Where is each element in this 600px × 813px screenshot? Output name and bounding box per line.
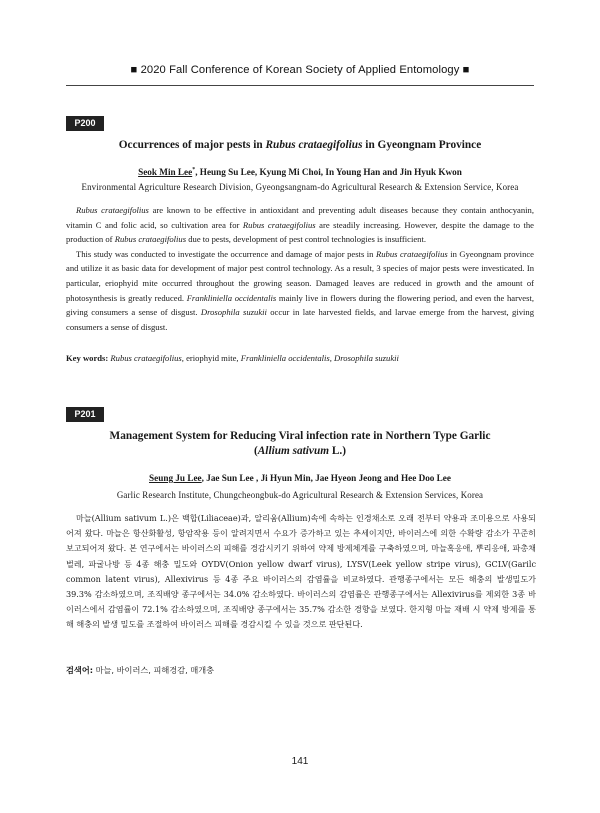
presenter-name: Seung Ju Lee	[149, 473, 202, 483]
abstract-id-badge: P200	[66, 116, 104, 131]
coauthor-names: , Heung Su Lee, Kyung Mi Choi, In Young Han and Jin Hyuk Kwon	[195, 167, 462, 178]
keyword: eriophyid mite,	[183, 353, 241, 363]
species-name: Rubus crataegifolius	[375, 248, 448, 259]
body-text: in Gyeongnam province and utilize it as basic data for development of major pest control technology. As a result, 3 species of major pests were investicated. In particular, eriophyid mite occurred throughout the growing season. Damaged leaves are reduced in growth and the amount of photosynthesis is greatly reduced.	[66, 248, 534, 303]
keywords-label: 검색어:	[66, 665, 94, 675]
corresponding-mark: *	[192, 167, 196, 173]
species-name: Rubus crataegifolius	[114, 234, 187, 245]
author-list	[66, 164, 534, 179]
coauthor-names: , Jae Sun Lee , Ji Hyun Min, Jae Hyeon Jeong and Hee Doo Lee	[201, 473, 451, 483]
body-text: are known to be effective in antioxidant and preventing adult diseases because they contain anthocyanin, vitamin C and folic acid, so cultivation area for	[66, 205, 534, 230]
title-text: Management System for Reducing Viral infection rate in Northern Type Garlic	[109, 430, 491, 442]
title-text-end: in Gyeongnam Province	[362, 139, 482, 151]
abstract-title	[66, 138, 534, 153]
affiliation: Environmental Agriculture Research Division, Gyeongsangnam-do Agricultural Research & Extension Service, Korea	[81, 182, 519, 192]
keywords-label: Key words:	[66, 353, 109, 363]
abstract-paragraph: 마늘(Allium sativum L.)은 백합(Liliaceae)과, 알리움(Allium)속에 속하는 인경채소로 오래 전부터 약용과 조미용으로 사용되어져 왔다. 마늘은 항산화활성, 항암작용 등이 알려지면서 수요가 증가하고 있는 추세이지만, 바이러스에 의한 수확량 감소가 꾸준히 보고되어져 왔다. 본 연구에서는 바이러스의 피해를 경감시키기 위하여 약제 방제체계를 구축하였으며, 마늘혹응애, 뿌리응애, 파총채벌레, 파굴나방 등 4종 해충 밀도와 OYDV(Onion yellow dwarf virus), LYSV(Leek yellow stripe virus), GCLV(Garilc common latent virus), Allexivirus 등 4종 주요 바이러스의 감염률을 비교하였다. 관행종구에서는 모든 해충의 발생밀도가 39.3% 감소하였으며, 조직배양 종구에서는 34.0% 감소하였다. 바이러스의 감염률은 관행종구에서는 Allexivirus를 제외한 3종 바이러스에서 감염률이 72.1% 감소하였으며, 조직배양 종구에서는 35.7% 감소한 경향을 보였다. 한지형 마늘 재배 시 약제 방제를 통해 해충의 발생 밀도를 조절하여 바이러스 피해를 경감시킬 수 있을 것으로 판단된다.	[66, 513, 536, 630]
abstract-body	[66, 511, 536, 633]
body-text: This study was conducted to investigate the occurrence and damage of major pests in	[76, 248, 376, 259]
species-name: Drosophila suzukii	[200, 307, 267, 318]
keyword: Frankliniella occidentalis, Drosophila suzukii	[240, 353, 399, 363]
body-text: due to pests, development of pest control technologies is insufficient.	[186, 234, 427, 245]
title-species: Allium sativum	[257, 445, 330, 457]
title-text: Occurrences of major pests in	[118, 139, 266, 151]
body-text: occur in late harvested fields, and larvae emerge from the harvest, giving consumers a sense of disgust.	[66, 307, 535, 332]
species-name: Rubus crataegifolius	[242, 219, 316, 230]
author-list	[66, 472, 534, 485]
keyword: Rubus crataegifolius,	[108, 353, 184, 363]
species-name: Frankliniella occidentalis	[186, 292, 277, 303]
title-species: Rubus crataegifolius	[265, 139, 363, 151]
species-name: Rubus crataegifolius	[76, 205, 149, 215]
affiliation: Garlic Research Institute, Chungcheongbuk-do Agricultural Research & Extension Services, Korea	[116, 490, 484, 500]
abstract-id-badge: P201	[66, 407, 104, 422]
abstract-paragraph	[66, 203, 534, 247]
title-text: (	[254, 445, 258, 457]
conference-header: ■ 2020 Fall Conference of Korean Society of Applied Entomology ■	[130, 64, 470, 76]
page-number: 141	[291, 756, 309, 767]
presenter-name: Seok Min Lee	[138, 167, 193, 178]
abstract-paragraph	[66, 247, 534, 335]
title-text: L.)	[329, 445, 346, 457]
keywords	[66, 663, 534, 677]
abstract-body	[66, 203, 534, 334]
keyword-list: 마늘, 바이러스, 피해경감, 매개충	[93, 665, 215, 675]
body-text: are steadily increasing. However, despite the damage to the production of	[66, 219, 534, 245]
abstract-title	[66, 429, 534, 459]
header-divider	[66, 85, 534, 86]
keywords	[66, 351, 534, 365]
body-text: mainly live in flowers during the flowering period, and even the harvest, giving consumers a sense of disgust.	[66, 292, 534, 318]
